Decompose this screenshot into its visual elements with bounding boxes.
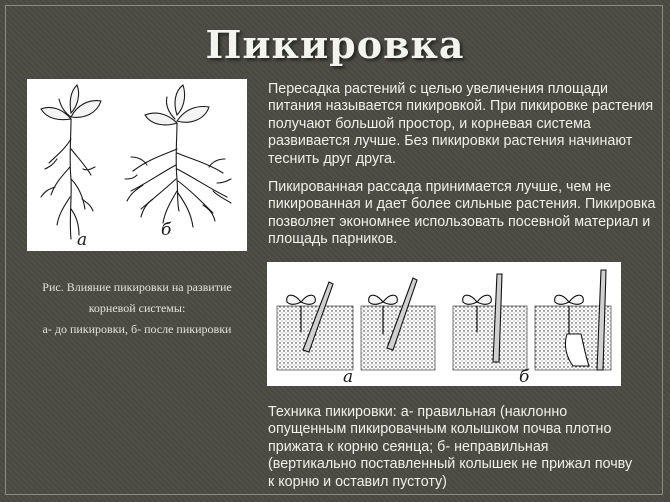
technique-paragraph: Техника пикировки: а- правильная (наклонно опущенным пикировачным колышком почва плотно прижата к корню сеянца; б- неправильная (вертикально поставленный колышек не прижал почву к корню и оставил пустоту)	[268, 404, 633, 490]
slide-title: Пикировка	[205, 22, 465, 67]
caption-line: а- до пикировки, б- после пикировки	[42, 322, 232, 336]
figure2-label-a: а	[343, 367, 354, 386]
figure2-label-b: б	[519, 367, 530, 386]
figure1-caption	[14, 277, 260, 340]
intro-paragraph: Пересадка растений с целью увеличения площади питания называется пикировкой. При пикировке растения получают большой простор, и корневая система развивается лучше. Без пикировки растения начинают теснить друг друга.	[268, 81, 654, 167]
caption-line: корневой системы:	[88, 301, 186, 315]
figure1-label-b: б	[161, 220, 172, 240]
figure1-label-a: а	[77, 230, 88, 250]
root-system-illustration	[27, 79, 247, 251]
benefits-paragraph: Пикированная рассада принимается лучше, чем не пикированная и дает более сильные растения. Пикировка позволяет экономнее использовать посевной материал и площадь парников.	[268, 179, 656, 248]
pricking-technique-illustration	[267, 262, 621, 386]
caption-line: Рис. Влияние пикировки на развитие	[42, 280, 232, 294]
